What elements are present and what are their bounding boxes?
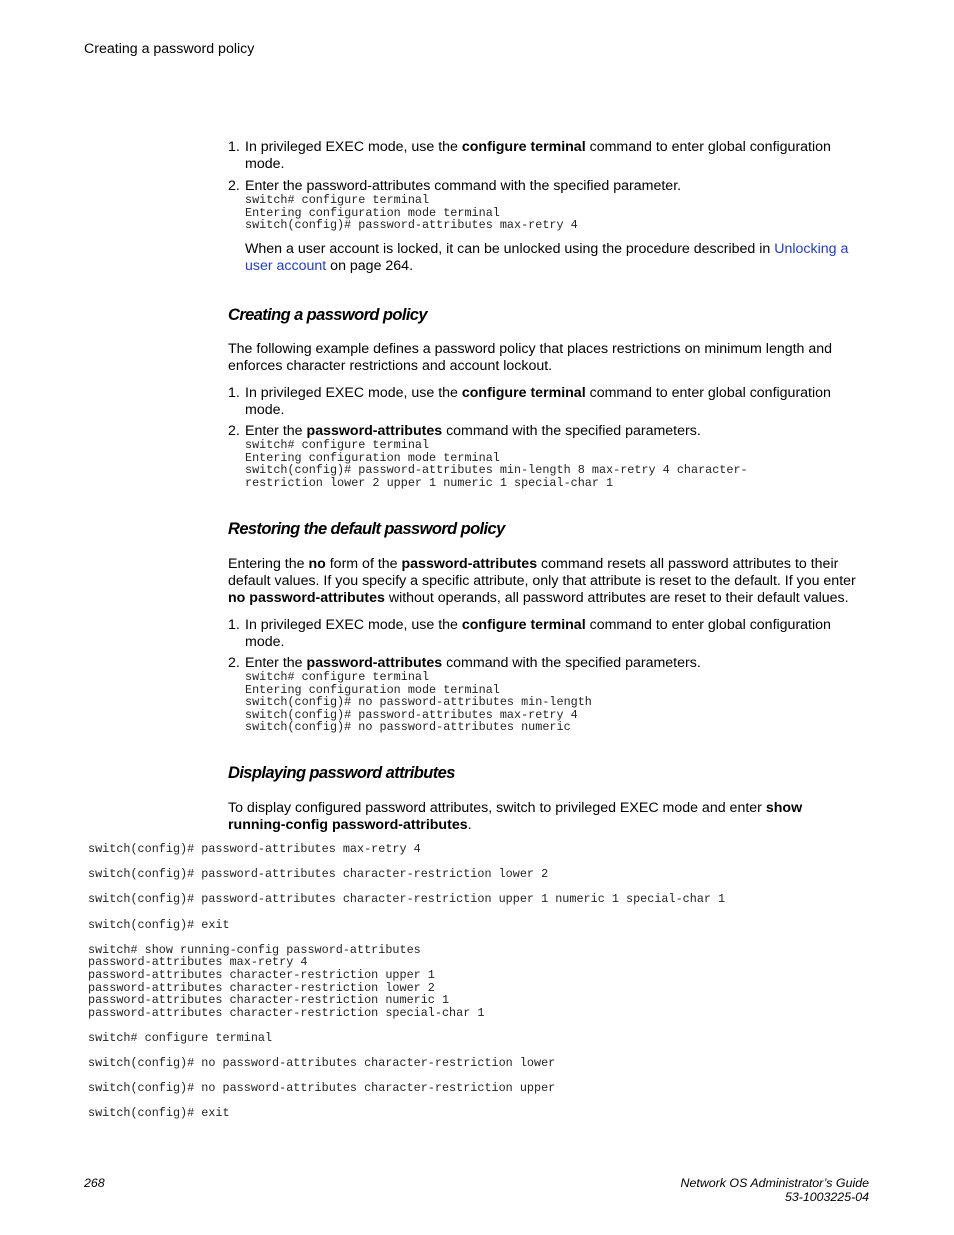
section-heading-displaying: Displaying password attributes — [228, 764, 455, 782]
doc-number: 53-1003225-04 — [784, 1190, 869, 1204]
list-item: 2. Enter the password-attributes command with the specified parameters. — [228, 655, 701, 671]
code-block: switch# configure terminal Entering configuration mode terminal switch(config)# password-attributes min-length 8 max-retry 4 character- restriction lower 2 upper 1 numeric 1 special-char 1 — [245, 438, 748, 490]
code-block: switch# configure terminal Entering configuration mode terminal switch(config)# password-attributes max-retry 4 — [245, 193, 578, 233]
footer-right — [681, 1176, 869, 1204]
list-item: 2. Enter the password-attributes command with the specified parameter. — [228, 178, 682, 194]
section-heading-creating: Creating a password policy — [228, 306, 427, 324]
list-item: 1. In privileged EXEC mode, use the configure terminal command to enter global configuration mode. — [228, 139, 831, 172]
code-block-display: switch(config)# password-attributes max-retry 4 switch(config)# password-attributes character-restriction lower 2 switch(config)# password-attributes character-restriction upper 1 numeric 1 special-char 1 switch(config)# exit switch# show running-config password-attributes password-attributes max-retry 4 password-attributes character-restriction upper 1 password-attributes character-restriction lower 2 password-attributes character-restriction numeric 1 password-attributes character-restriction special-char 1 switch# configure terminal switch(config)# no password-attributes character-restriction lower switch(config)# no password-attributes character-restriction upper switch(config)# exit — [88, 842, 726, 1121]
list-item: 1. In privileged EXEC mode, use the configure terminal command to enter global configuration mode. — [228, 617, 831, 650]
note-paragraph: When a user account is locked, it can be unlocked using the procedure described in Unlocking a user account on page 264. — [245, 241, 849, 274]
unlocking-user-account-link[interactable]: Unlocking a user account — [245, 241, 849, 274]
list-item: 2. Enter the password-attributes command with the specified parameters. — [228, 423, 701, 439]
paragraph: Entering the no form of the password-attributes command resets all password attributes to their default values. If you specify a specific attribute, only that attribute is reset to the default. If you enter no password-attributes without operands, all password attributes are reset to their default values. — [228, 556, 856, 606]
running-header: Creating a password policy — [84, 41, 255, 57]
paragraph: To display configured password attributes, switch to privileged EXEC mode and enter show running-config password-attributes. — [228, 800, 803, 833]
paragraph: The following example defines a password policy that places restrictions on minimum length and enforces character restrictions and account lockout. — [228, 341, 833, 374]
list-item: 1. In privileged EXEC mode, use the configure terminal command to enter global configuration mode. — [228, 385, 831, 418]
code-block: switch# configure terminal Entering configuration mode terminal switch(config)# no password-attributes min-length switch(config)# password-attributes max-retry 4 switch(config)# no password-attributes numeric — [245, 670, 592, 735]
book-title: Network OS Administrator’s Guide — [680, 1176, 869, 1190]
page-number: 268 — [84, 1176, 105, 1190]
section-heading-restoring: Restoring the default password policy — [228, 520, 505, 538]
